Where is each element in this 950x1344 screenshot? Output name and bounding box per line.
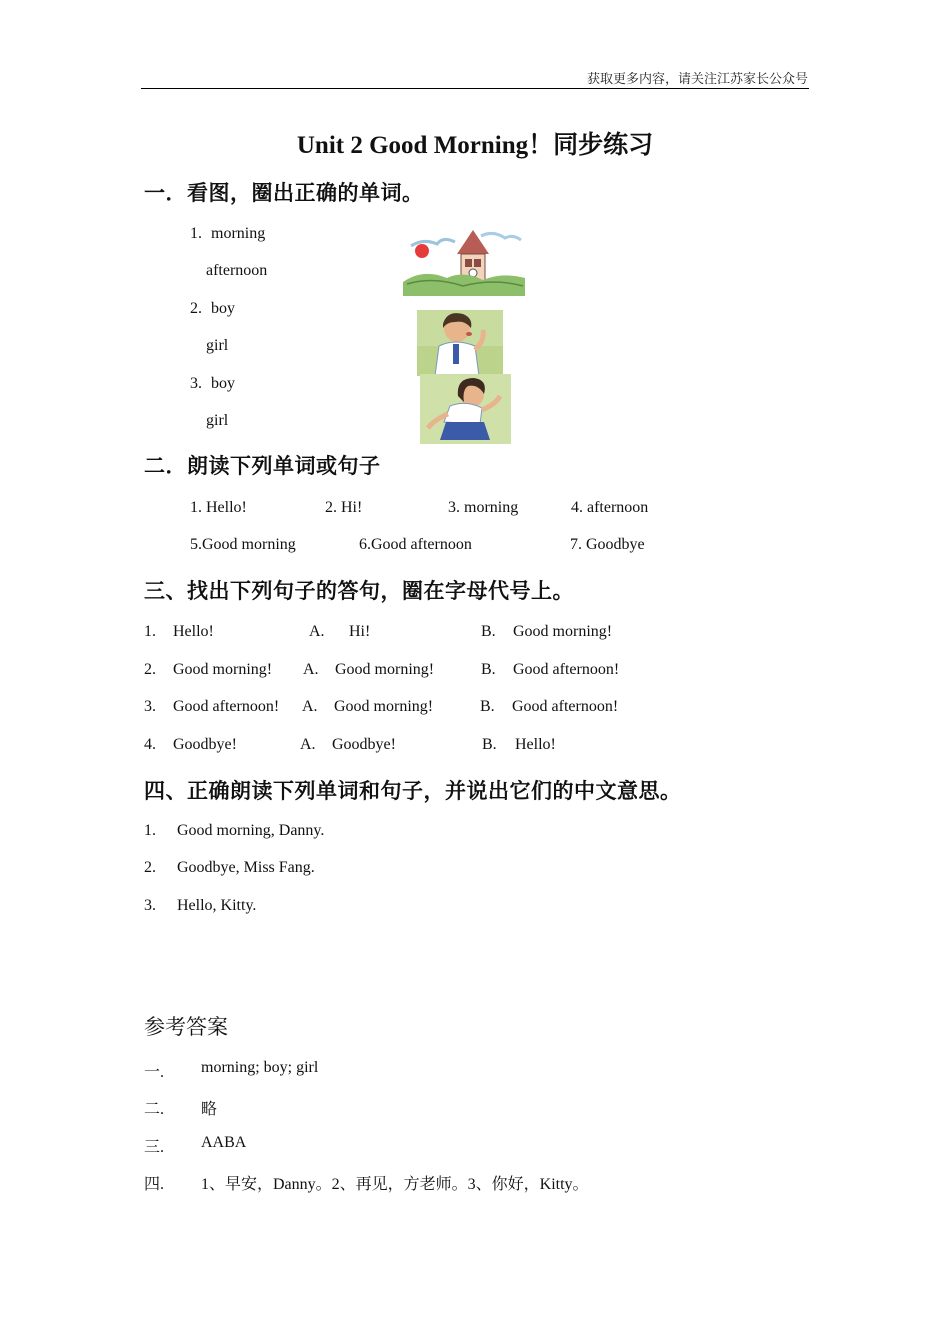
s3-row4-num: 4. [144,736,156,753]
s4-item1-num: 1. [144,822,156,839]
s3-row4-a: Goodbye! [332,736,396,753]
header-note: 获取更多内容，请关注江苏家长公众号 [586,71,808,86]
s2-word-4: 4. afternoon [571,499,649,516]
s3-row4-a-label[interactable]: A. [300,736,316,753]
s4-item3-text: Hello, Kitty. [177,897,257,914]
s3-row2-a: Good morning! [335,661,435,678]
s1-item1-opt-b[interactable]: afternoon [206,262,268,279]
answer-row1-text: morning; boy; girl [201,1059,319,1076]
s4-item2-num: 2. [144,859,156,876]
s2-word-2: 2. Hi! [325,499,363,516]
s1-item1-opt-a[interactable]: morning [211,225,266,242]
s2-word-6: 6.Good afternoon [359,536,472,553]
answer-row3-label: 三. [144,1139,165,1156]
s3-row3-a-label[interactable]: A. [302,698,318,715]
header-rule [141,88,809,89]
s3-row2-question: Good morning! [173,661,273,678]
s3-row2-num: 2. [144,661,156,678]
s4-item2-text: Goodbye, Miss Fang. [177,859,315,876]
s3-row1-a-label[interactable]: A. [309,623,325,640]
section1-heading: 一．看图，圈出正确的单词。 [144,181,424,205]
section2-heading: 二．朗读下列单词或句子 [144,454,381,478]
page-title: Unit 2 Good Morning！同步练习 [296,132,654,159]
s3-row2-b-label[interactable]: B. [481,661,496,678]
s3-row1-question: Hello! [173,623,214,640]
section3-heading: 三、找出下列句子的答句，圈在字母代号上。 [144,579,574,603]
s1-item3-num: 3. [190,375,202,392]
s3-row4-b: Hello! [515,736,556,753]
boy-image [417,310,503,376]
s3-row4-b-label[interactable]: B. [482,736,497,753]
answer-row3-text: AABA [201,1134,247,1151]
s3-row1-b: Good morning! [513,623,613,640]
s3-row3-question: Good afternoon! [173,698,280,715]
s1-item3-opt-b[interactable]: girl [206,412,229,429]
s4-item3-num: 3. [144,897,156,914]
s3-row2-a-label[interactable]: A. [303,661,319,678]
s1-item2-opt-b[interactable]: girl [206,337,229,354]
answers-heading: 参考答案 [144,1015,228,1039]
s2-word-1: 1. Hello! [190,499,247,516]
answer-row2-text: 略 [201,1101,218,1118]
answer-row4-text: 1、早安，Danny。2、再见，方老师。3、你好，Kitty。 [201,1176,589,1193]
s1-item2-opt-a[interactable]: boy [211,300,235,317]
answer-row1-label: 一. [144,1064,165,1081]
s3-row1-a: Hi! [349,623,371,640]
answer-row4-label: 四. [144,1176,165,1193]
s1-item3-opt-a[interactable]: boy [211,375,235,392]
s2-word-3: 3. morning [448,499,519,516]
girl-image [420,374,511,444]
s4-item1-text: Good morning, Danny. [177,822,325,839]
s3-row3-b: Good afternoon! [512,698,619,715]
s3-row4-question: Goodbye! [173,736,237,753]
section4-heading: 四、正确朗读下列单词和句子，并说出它们的中文意思。 [144,779,682,803]
s3-row3-b-label[interactable]: B. [480,698,495,715]
s2-word-7: 7. Goodbye [570,536,645,553]
s3-row2-b: Good afternoon! [513,661,620,678]
s1-item1-num: 1. [190,225,202,242]
s2-word-5: 5.Good morning [190,536,296,553]
s1-item2-num: 2. [190,300,202,317]
s3-row3-a: Good morning! [334,698,434,715]
answer-row2-label: 二. [144,1101,165,1118]
s3-row1-b-label[interactable]: B. [481,623,496,640]
s3-row1-num: 1. [144,623,156,640]
s3-row3-num: 3. [144,698,156,715]
morning-scene-image [403,224,525,296]
